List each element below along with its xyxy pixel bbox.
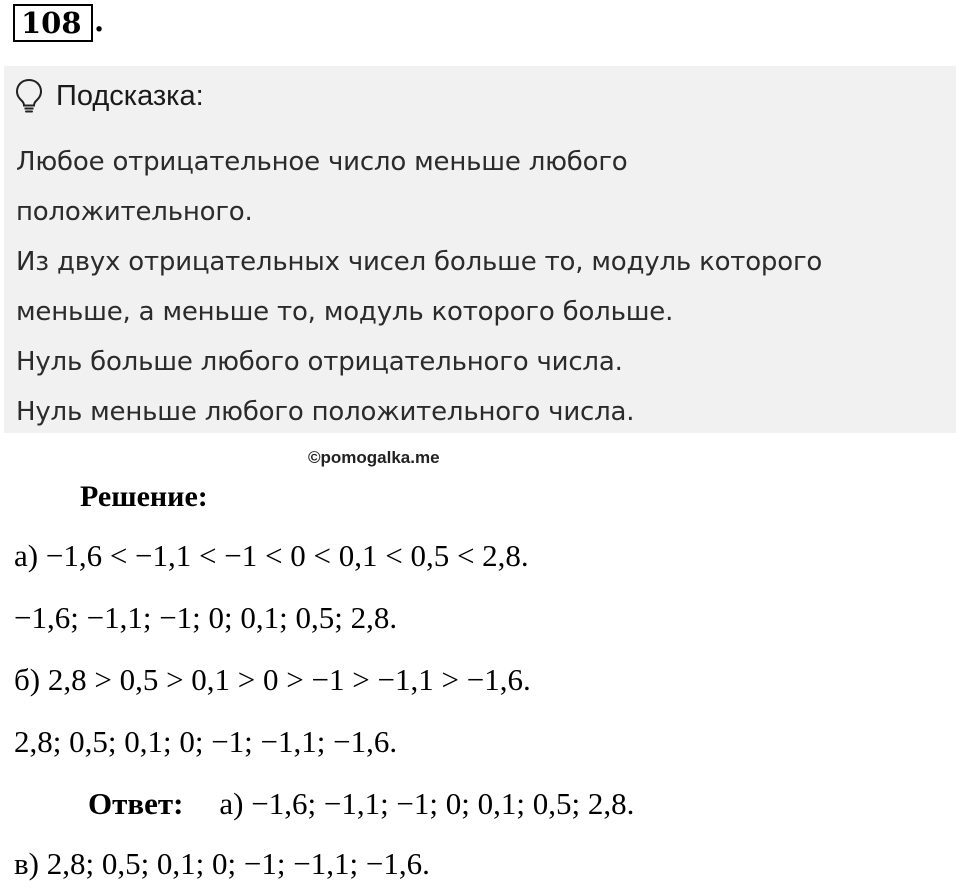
- hint-line: Нуль больше любого отрицательного числа.: [16, 347, 623, 377]
- solution-line-b: б) 2,8 > 0,5 > 0,1 > 0 > −1 > −1,1 > −1,6.: [14, 662, 531, 697]
- solution-line-a-list: −1,6; −1,1; −1; 0; 0,1; 0,5; 2,8.: [14, 600, 398, 635]
- solution-line-a: а) −1,6 < −1,1 < −1 < 0 < 0,1 < 0,5 < 2,8.: [14, 538, 529, 573]
- answer-line: [88, 786, 634, 822]
- hint-body: [16, 137, 946, 437]
- solution-heading: Решение:: [80, 480, 208, 513]
- hint-line: Из двух отрицательных чисел больше то, модуль которого: [16, 247, 823, 277]
- problem-number-dot: .: [94, 4, 105, 38]
- answer-line-v: в) 2,8; 0,5; 0,1; 0; −1; −1,1; −1,6.: [14, 846, 430, 881]
- answer-value: а) −1,6; −1,1; −1; 0; 0,1; 0,5; 2,8.: [219, 786, 635, 821]
- hint-line: меньше, а меньше то, модуль которого больше.: [16, 297, 674, 327]
- lightbulb-icon: [14, 78, 44, 114]
- watermark: ©pomogalka.me: [308, 448, 440, 467]
- hint-title: Подсказка:: [56, 79, 204, 112]
- hint-line: положительного.: [16, 197, 253, 227]
- answer-label: Ответ:: [88, 786, 184, 821]
- hint-line: Любое отрицательное число меньше любого: [16, 147, 628, 177]
- solution-line-b-list: 2,8; 0,5; 0,1; 0; −1; −1,1; −1,6.: [14, 724, 398, 759]
- problem-number: 108: [13, 4, 93, 42]
- hint-header: [14, 78, 204, 114]
- hint-line: Нуль меньше любого положительного числа.: [16, 397, 635, 427]
